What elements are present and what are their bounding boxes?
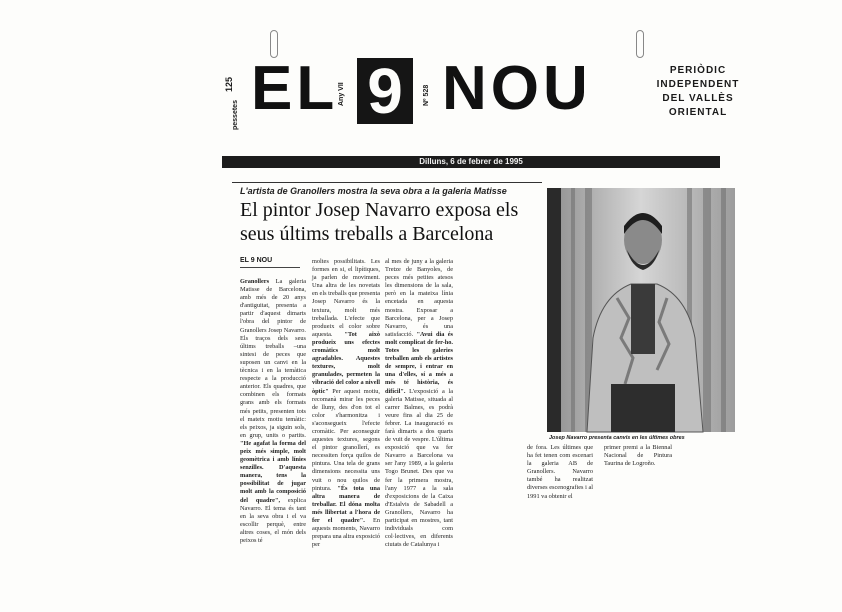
body-text: La galeria Matisse de Barcelona, amb més de 20 anys d'antiguitat, presenta a partir d'aquest dimarts l'obra del pintor de Granollers Josep Navarro. Els traços dels seus últims treballs –una sintesi de peces que suposen un canvi en la tècnica i en la temàtica respecte a la producció anterior. Els quadres, que combinen els formats grans amb els formats més petits, presenten tots el mateix motiu temàtic: els peixos, ja siguin sols, en grup, units o partits. (240, 278, 306, 439)
issue-number: Nº 528 (423, 84, 430, 106)
body-text: En aquests moments, Navarro prepara una altra exposició per (312, 517, 381, 549)
tagline-line: INDEPENDENT (656, 79, 740, 90)
article-column-1 (240, 278, 306, 544)
photo-caption: Josep Navarro presenta canvis en les últimes obres (549, 435, 685, 441)
masthead-title-right: NOU (442, 54, 592, 123)
article-column-5 (527, 444, 593, 500)
masthead-title-left: EL (251, 54, 339, 123)
masthead-tagline (648, 64, 748, 120)
body-text: L'exposició a la galeria Matisse, situada al carrer Balmes, es podrà veure fins al dia 25 de febrer. La inauguració es farà dimarts a dos quarts de vuit de vespre. L'última exposició que va fer Navarro a Barcelona va ser l'any 1989, a la galeria Togo Brunet. Des que va fer la primera mostra, l'any 1977 a la sala d'exposicions de la Caixa d'Estalvis de Sabadell a Granollers, Navarro ha participat en mostres, tant individuals com col·lectives, en diferents ciutats de Catalunya i (385, 387, 454, 549)
tagline-line: DEL VALLÈS (662, 93, 734, 104)
kicker-rule (232, 182, 542, 183)
body-text: explica Navarro. El tema és tant en la seva obra i el va escollir perquè, entre altres coses, el món dels peixos té (240, 496, 306, 544)
quote-text: "És tota una altra manera de treballar. El dóna molta més llibertat a l'hora de fer el quadre". (312, 484, 380, 524)
article-kicker: L'artista de Granollers mostra la seva obra a la galeria Matisse (240, 186, 507, 196)
price-unit: pessetes (232, 100, 239, 130)
masthead-logo-nine: 9 (357, 58, 413, 124)
article-column-2 (312, 258, 381, 549)
quote-text: "Avui dia és molt complicat de fer-ho. Totes les galeries treballen amb els artistes de sempre, i entrar en una d'elles, sí a més a més té història, és difícil". (385, 330, 453, 395)
body-text: de fora. Les últimes que ha fet tenen com escenari la galeria AB de Granollers. Navarro també ha realitzat diverses escenografies i al 1991 va obtenir el (527, 444, 593, 500)
body-text: Per aquest motiu, recomanà mirar les peces de lluny, des d'on tot el color s'harmonitza i s'aconsegueix l'efecte cromàtic. Per aconseguir aquestes textures, segons el pintor granollerí, es necessiten força quilos de pintura. Una tela de grans dimensions necessita uns vuit o nou quilos de pintura. (312, 387, 380, 492)
price-block (224, 78, 242, 130)
body-text: moltes possibilitats. Les formes en si, el lipítiques, ja parlen de moviment. Una altra de les novetats en els treballs que presenta Josep Navarro és la textura, molt més treballada. L'efecte que produeix el color sobre aquesta. (312, 258, 380, 338)
body-text: al mes de juny a la galeria Tretze de Banyoles, de peces més petites atesos les dimensions de la sala, però en la mateixa línia encetada en aquesta mostra. Exposar a Barcelona, per a Josep Navarro, és una satisfacció. (385, 258, 453, 338)
byline-rule (240, 267, 300, 268)
article-column-6 (604, 444, 672, 484)
byline: EL 9 NOU (240, 257, 273, 264)
quote-text: "He agafat la forma del peix més simple, molt geomètrica i amb línies senzilles. D'aquesta manera, tens la possibilitat de jugar molt amb la composició del quadre", (240, 439, 306, 504)
artist-photo-illustration (547, 188, 735, 432)
article-column-3 (385, 258, 454, 549)
article-headline: El pintor Josep Navarro exposa els seus últims treballs a Barcelona (240, 199, 519, 245)
dateline: Granollers (240, 278, 270, 285)
paper-clip-icon (636, 30, 644, 58)
artist-photo (547, 188, 735, 432)
tagline-line: ORIENTAL (668, 107, 728, 118)
quote-text: "Tot això produeix uns efectes cromàtics molt agradables. Aquestes textures, molt granulades, permeten la vibració del color a nivell òptic" (312, 330, 380, 395)
tagline-line: PERIÒDIC (669, 65, 727, 76)
price: 125 (224, 76, 234, 92)
date-bar: Dilluns, 6 de febrer de 1995 (222, 156, 720, 168)
year-label: Any VII (338, 82, 345, 106)
body-text: primer premi a la Biennal Nacional de Pintura Taurina de Logroño. (604, 444, 672, 468)
